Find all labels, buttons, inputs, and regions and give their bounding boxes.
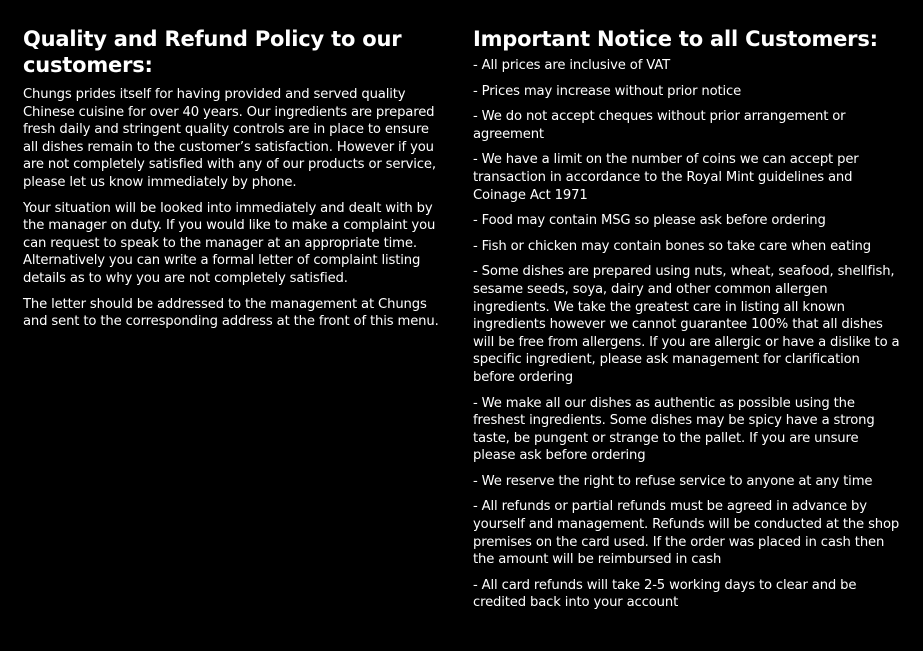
policy-paragraph: Your situation will be looked into immediately and dealt with by the manager on duty. If you would like to make a complaint you can request to speak to the manager at an appropriate time. Alternatively you can write a formal letter of complaint listing details as to why you are not completely satisfied. (23, 200, 436, 286)
notice-item: - All refunds or partial refunds must be agreed in advance by yourself and management. Refunds will be conducted at the shop premises on the card used. If the order was placed in cash then the amount will be reimbursed in cash (473, 499, 900, 568)
policy-heading: Quality and Refund Policy to our customers: (23, 27, 402, 77)
notice-item: - Prices may increase without prior notice (473, 83, 742, 99)
policy-paragraph: The letter should be addressed to the management at Chungs and sent to the corresponding address at the front of this menu. (23, 296, 439, 330)
notice-item: - Fish or chicken may contain bones so take care when eating (473, 238, 871, 254)
notice-heading: Important Notice to all Customers: (473, 27, 878, 51)
quality-refund-policy-section (23, 26, 443, 339)
notice-item: - All card refunds will take 2-5 working days to clear and be credited back into your account (473, 577, 857, 611)
notice-item: - We reserve the right to refuse service to anyone at any time (473, 473, 873, 489)
notice-item: - Food may contain MSG so please ask before ordering (473, 213, 826, 229)
policy-paragraph: Chungs prides itself for having provided and served quality Chinese cuisine for over 40 years. Our ingredients are prepared fresh daily and stringent quality controls are in place to ensure all dishes remain to the customer’s satisfaction. However if you are not completely satisfied with any of our products or service, please let us know immediately by phone. (23, 87, 436, 190)
notice-item: - We have a limit on the number of coins we can accept per transaction in accordance to the Royal Mint guidelines and Coinage Act 1971 (473, 152, 859, 203)
notice-item: - Some dishes are prepared using nuts, wheat, seafood, shellfish, sesame seeds, soya, dairy and other common allergen ingredients. We take the greatest care in listing all known ingredients however we cannot guarantee 100% that all dishes will be free from allergens. If you are allergic or have a dislike to a specific ingredient, please ask management for clarification before ordering (473, 264, 900, 385)
notice-item: - We make all our dishes as authentic as possible using the freshest ingredients. Some dishes may be spicy have a strong taste, be pungent or strange to the pallet. If you are unsure please ask before ordering (473, 395, 875, 464)
important-notice-section (473, 26, 903, 620)
notice-item: - We do not accept cheques without prior arrangement or agreement (473, 109, 846, 142)
notice-item: - All prices are inclusive of VAT (473, 58, 671, 73)
